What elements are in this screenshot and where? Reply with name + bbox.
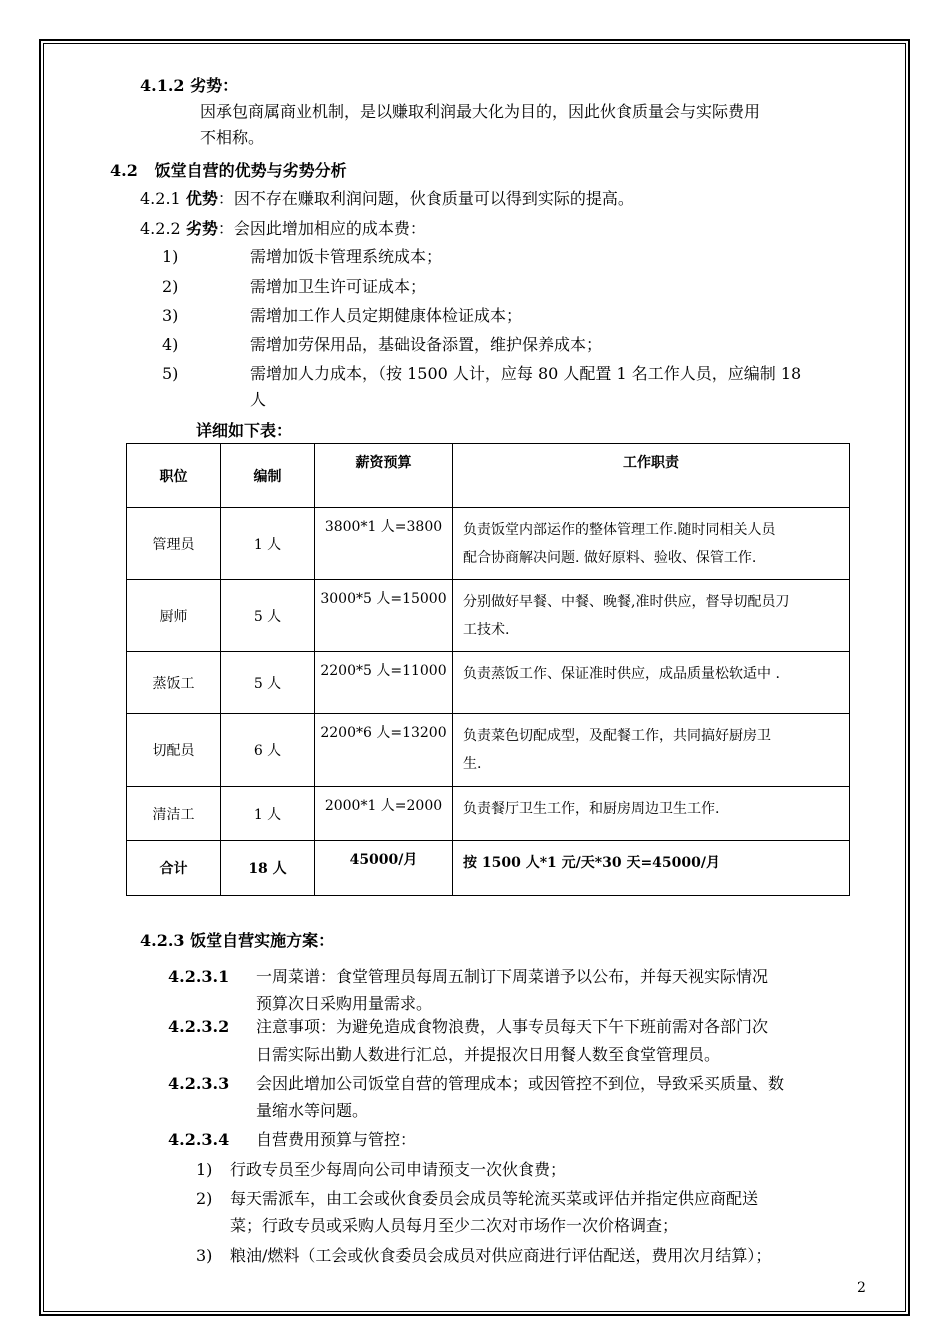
cell-headcount: 5 人 — [221, 580, 315, 652]
section-text: ：因不存在赚取利润问题，伙食质量可以得到实际的提高。 — [217, 189, 634, 208]
duty-line: 生. — [463, 756, 482, 772]
cell-duties — [453, 580, 850, 652]
section-title: 劣势 — [185, 219, 218, 238]
cell-total-headcount: 18 人 — [221, 841, 315, 896]
clause-number: 4.2.3.2 — [168, 1017, 230, 1036]
header-position: 职位 — [127, 444, 221, 508]
header-headcount: 编制 — [221, 444, 315, 508]
cell-total-duties: 按 1500 人*1 元/天*30 天=45000/月 — [453, 841, 850, 896]
section-number: 4.1.2 — [140, 76, 185, 95]
section-4-2-heading — [110, 161, 347, 181]
list-item-text: 行政专员至少每周向公司申请预支一次伙食费； — [230, 1160, 567, 1179]
header-duties: 工作职责 — [453, 444, 850, 508]
staffing-table — [126, 443, 850, 896]
list-item-text: 需增加劳保用品，基础设备添置，维护保养成本； — [250, 335, 603, 354]
list-item-number: 1) — [162, 247, 179, 266]
section-text: ：会因此增加相应的成本费： — [217, 219, 426, 238]
section-4-1-2-heading — [140, 76, 238, 96]
cell-salary: 3800*1 人=3800 — [315, 508, 453, 580]
cell-total-label: 合计 — [127, 841, 221, 896]
clause-line: 注意事项：为避免造成食物浪费，人事专员每天下午下班前需对各部门次 — [256, 1017, 769, 1036]
header-salary: 薪资预算 — [315, 444, 453, 508]
cell-duties — [453, 714, 850, 787]
cell-position: 切配员 — [127, 714, 221, 787]
table-row — [127, 508, 850, 580]
list-item-text: 人 — [250, 390, 267, 409]
cell-salary: 2000*1 人=2000 — [315, 787, 453, 841]
duty-line: 配合协商解决问题. 做好原料、验收、保管工作. — [463, 550, 757, 566]
list-item-number: 2) — [196, 1189, 213, 1208]
section-number: 4.2 — [110, 161, 138, 180]
table-row — [127, 714, 850, 787]
table-row — [127, 652, 850, 714]
list-item-text: 粮油/燃料（工会或伙食委员会成员对供应商进行评估配送，费用次月结算）； — [230, 1246, 772, 1265]
clause-line: 一周菜谱：食堂管理员每周五制订下周菜谱予以公布，并每天视实际情况 — [256, 967, 769, 986]
cell-position: 管理员 — [127, 508, 221, 580]
clause-line: 日需实际出勤人数进行汇总，并提报次日用餐人数至食堂管理员。 — [256, 1045, 721, 1064]
list-item-text: 需增加人力成本，（按 1500 人计，应每 80 人配置 1 名工作人员，应编制 18 — [250, 364, 802, 383]
cell-position: 清洁工 — [127, 787, 221, 841]
duty-line: 负责饭堂内部运作的整体管理工作.随时同相关人员 — [463, 522, 776, 538]
clause-line: 自营费用预算与管控： — [256, 1130, 417, 1149]
cell-duties — [453, 652, 850, 714]
section-4-2-1 — [140, 189, 634, 209]
section-number: 4.2.2 — [140, 219, 181, 238]
duty-line: 负责菜色切配成型，及配餐工作，共同搞好厨房卫 — [463, 728, 771, 744]
cell-headcount: 6 人 — [221, 714, 315, 787]
list-item-number: 5) — [162, 364, 179, 383]
table-caption: 详细如下表： — [196, 421, 293, 440]
duty-line: 负责餐厅卫生工作，和厨房周边卫生工作. — [463, 801, 720, 817]
section-title: 优势 — [185, 189, 218, 208]
list-item-number: 1) — [196, 1160, 213, 1179]
list-item-text: 需增加工作人员定期健康体检证成本； — [250, 306, 523, 325]
clause-line: 会因此增加公司饭堂自营的管理成本；或因管控不到位，导致采买质量、数 — [256, 1074, 785, 1093]
clause-number: 4.2.3.4 — [168, 1130, 230, 1149]
cell-total-salary: 45000/月 — [315, 841, 453, 896]
list-item-number: 2) — [162, 277, 179, 296]
clause-number: 4.2.3.1 — [168, 967, 230, 986]
cell-position: 厨师 — [127, 580, 221, 652]
duty-line: 工技术. — [463, 622, 510, 638]
cell-headcount: 1 人 — [221, 508, 315, 580]
table-total-row — [127, 841, 850, 896]
page-number: 2 — [857, 1280, 866, 1296]
cell-headcount: 1 人 — [221, 787, 315, 841]
list-item-number: 3) — [162, 306, 179, 325]
cell-duties — [453, 787, 850, 841]
section-title: 饭堂自营实施方案： — [190, 931, 335, 950]
paragraph-line: 不相称。 — [200, 128, 265, 147]
section-4-2-2 — [140, 219, 426, 239]
clause-number: 4.2.3.3 — [168, 1074, 230, 1093]
section-number: 4.2.1 — [140, 189, 181, 208]
cell-position: 蒸饭工 — [127, 652, 221, 714]
clause-line: 量缩水等问题。 — [256, 1101, 369, 1120]
duty-line: 负责蒸饭工作、保证准时供应，成品质量松软适中 . — [463, 666, 780, 682]
list-item-text: 需增加饭卡管理系统成本； — [250, 247, 443, 266]
table-row — [127, 787, 850, 841]
table-header-row — [127, 444, 850, 508]
section-title: 饭堂自营的优势与劣势分析 — [154, 161, 347, 180]
list-item-text: 每天需派车，由工会或伙食委员会成员等轮流买菜或评估并指定供应商配送 — [230, 1189, 759, 1208]
cell-salary: 2200*5 人=11000 — [315, 652, 453, 714]
clause-line: 预算次日采购用量需求。 — [256, 994, 433, 1013]
paragraph-line: 因承包商属商业机制，是以赚取利润最大化为目的，因此伙食质量会与实际费用 — [200, 102, 761, 121]
table-row — [127, 580, 850, 652]
list-item-text: 菜；行政专员或采购人员每月至少二次对市场作一次价格调查； — [230, 1216, 679, 1235]
section-4-2-3-heading — [140, 931, 334, 951]
cell-salary: 2200*6 人=13200 — [315, 714, 453, 787]
cell-salary: 3000*5 人=15000 — [315, 580, 453, 652]
cell-duties — [453, 508, 850, 580]
list-item-number: 4) — [162, 335, 179, 354]
list-item-number: 3) — [196, 1246, 213, 1265]
list-item-text: 需增加卫生许可证成本； — [250, 277, 427, 296]
cell-headcount: 5 人 — [221, 652, 315, 714]
section-number: 4.2.3 — [140, 931, 185, 950]
section-title: 劣势： — [190, 76, 239, 95]
duty-line: 分别做好早餐、中餐、晚餐,准时供应，督导切配员刀 — [463, 594, 790, 610]
